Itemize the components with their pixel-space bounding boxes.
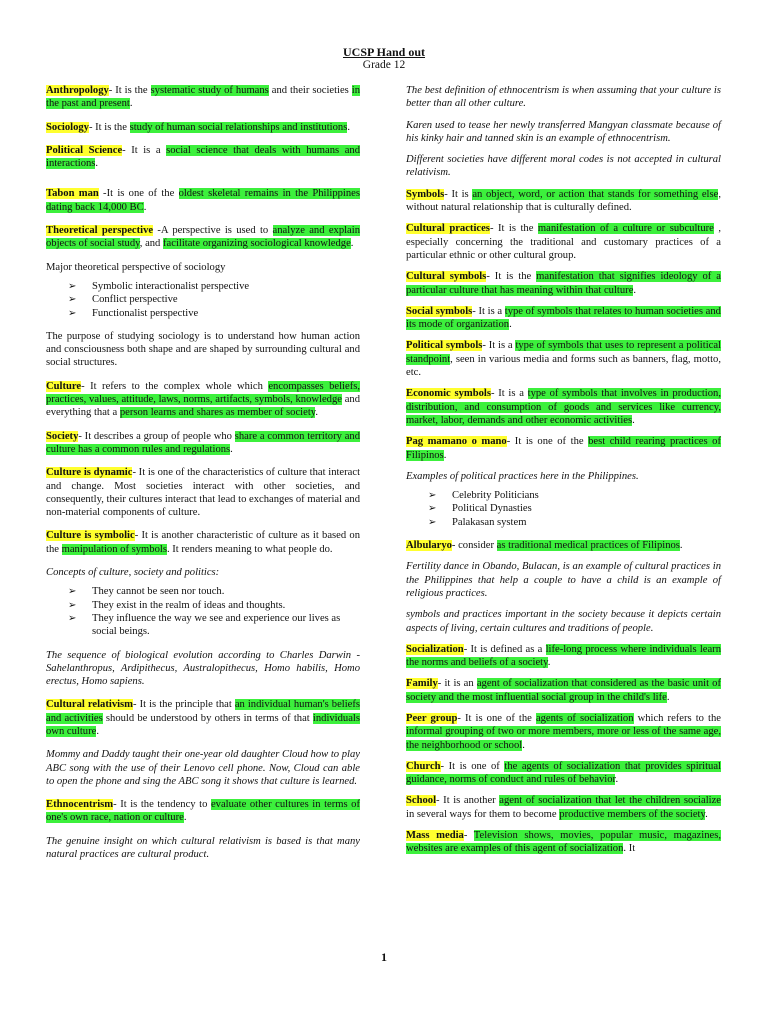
concepts-list <box>46 585 360 638</box>
major-perspectives-heading: Major theoretical perspective of sociology <box>46 261 226 273</box>
def-cultural-relativism: Cultural relativism- It is the principle that an individual human's beliefs and activities should be understood by others in terms of that individuals own culture. <box>46 699 361 737</box>
def-family: Family- it is an agent of socialization that considered as the basic unit of society and the most influential social group in the child's life. <box>406 678 721 703</box>
fertility-paragraph: Fertility dance in Obando, Bulacan, is an example of cultural practices in the Philippines that help a couple to have a child is an example of religious practices. <box>406 561 721 599</box>
def-school: School- It is another agent of socialization that let the children socialize in several ways for them to become productive members of the society. <box>406 795 721 820</box>
list-item: ➢ Palakasan system <box>428 516 721 529</box>
list-item: ➢ Symbolic interactionalist perspective <box>68 280 360 293</box>
left-column <box>46 84 360 871</box>
list-item: ➢ They exist in the realm of ideas and thoughts. <box>68 599 360 612</box>
def-anthropology: Anthropology- It is the systematic study of humans and their societies in the past and present. <box>46 85 360 110</box>
def-political-science: Political Science- It is a social science that deals with humans and interactions. <box>46 144 360 170</box>
mommy-paragraph: Mommy and Daddy taught their one-year old daughter Cloud how to play ABC song with the use of their Lenovo cell phone. Now, Cloud can able to open the phone and sing the ABC song it shows that culture is learned. <box>46 749 360 787</box>
def-social-symbols: Social symbols- It is a type of symbols that relates to human societies and its mode of organization. <box>406 305 721 331</box>
list-item: ➢ They influence the way we see and experience our lives as social beings. <box>68 612 360 639</box>
karen-paragraph: Karen used to tease her newly transferred Mangyan classmate because of his kinky hair and tanned skin is an example of ethnocentrism. <box>406 119 721 144</box>
def-sociology: Sociology- It is the study of human social relationships and institutions. <box>46 121 350 133</box>
def-culture-dynamic: Culture is dynamic- It is one of the characteristics of culture that interact and change. Most societies interact with other societies, and consequently, their cultures interact that lead to exchanges of material and non-material components of culture. <box>46 467 361 519</box>
genuine-paragraph: The genuine insight on which cultural relativism is based is that many natural practices are cultural product. <box>46 835 360 861</box>
def-socialization: Socialization- It is defined as a life-long process where individuals learn the norms and beliefs of a society. <box>406 643 722 669</box>
def-pag-mamano: Pag mamano o mano- It is one of the best child rearing practices of Filipinos. <box>406 436 721 461</box>
def-mass-media: Mass media- Television shows, movies, popular music, magazines, websites are examples of this agent of socialization. It <box>406 830 721 855</box>
examples-list <box>406 489 721 529</box>
def-political-symbols: Political symbols- It is a type of symbols that uses to represent a political standpoint, seen in various media and forms such as banners, flag, motto, etc. <box>406 340 721 379</box>
different-societies-paragraph: Different societies have different moral codes is not accepted in cultural relativism. <box>406 154 721 179</box>
best-definition-paragraph: The best definition of ethnocentrism is when assuming that your culture is better than all other culture. <box>406 85 721 110</box>
def-tabon-man: Tabon man -It is one of the oldest skeletal remains in the Philippines dating back 14,000 BC. <box>46 188 360 213</box>
list-item: ➢ They cannot be seen nor touch. <box>68 585 360 598</box>
grade-level: Grade 12 <box>362 59 406 71</box>
def-society: Society- It describes a group of people who share a common territory and culture has a common rules and regulations. <box>46 430 360 455</box>
list-item: ➢ Conflict perspective <box>68 293 360 306</box>
darwin-paragraph: The sequence of biological evolution according to Charles Darwin - Sahelanthropus, Ardipithecus, Australopithecus, Homo habilis, Homo erectus, Homo sapiens. <box>46 649 360 688</box>
def-ethnocentrism: Ethnocentrism- It is the tendency to evaluate other cultures in terms of one's own race, nation or culture. <box>46 799 361 824</box>
def-cultural-symbols: Cultural symbols- It is the manifestation that signifies ideology of a particular culture that has meaning within that culture. <box>406 271 721 296</box>
page-number: 1 <box>381 950 387 964</box>
list-item: ➢ Functionalist perspective <box>68 307 360 320</box>
def-culture-symbolic: Culture is symbolic- It is another characteristic of culture as it based on the manipulation of symbols. It renders meaning to what people do. <box>46 530 360 555</box>
document-title: UCSP Hand out <box>342 45 426 59</box>
def-peer-group: Peer group- It is one of the agents of socialization which refers to the informal grouping of two or more members, more or less of the same age, the neighborhood or school. <box>406 712 721 751</box>
symbols-practices-paragraph: symbols and practices important in the society because it depicts certain aspects of living, certain cultures and traditions of people. <box>406 609 721 634</box>
list-item: ➢ Political Dynasties <box>428 502 721 515</box>
def-cultural-practices: Cultural practices- It is the manifestation of a culture or subculture , especially concerning the traditional and customary practices of a particular ethnic or other cultural group. <box>406 223 722 261</box>
concepts-heading: Concepts of culture, society and politics: <box>46 567 220 579</box>
def-theoretical-perspective: Theoretical perspective -A perspective is used to analyze and explain objects of social study, and facilitate organizing sociological knowledge. <box>46 225 360 250</box>
def-church: Church- It is one of the agents of socialization that provides spiritual guidance, norms of conduct and rules of behavior. <box>406 760 721 786</box>
examples-heading: Examples of political practices here in the Philippines. <box>406 470 639 482</box>
def-albularyo: Albularyo- consider as traditional medical practices of Filipinos. <box>406 540 683 552</box>
right-column <box>406 84 721 864</box>
def-symbols: Symbols- It is an object, word, or action that stands for something else, without natural relationship that is culturally defined. <box>406 188 721 214</box>
def-economic-symbols: Economic symbols- It is a type of symbols that involves in production, distribution, and consumption of goods and services like currency, market, labor, demands and other economic activities. <box>406 388 721 426</box>
purpose-paragraph: The purpose of studying sociology is to understand how human action and consciousness both shape and are shaped by surrounding cultural and social structures. <box>46 330 360 369</box>
list-item: ➢ Celebrity Politicians <box>428 489 721 502</box>
perspectives-list <box>46 280 360 320</box>
def-culture: Culture- It refers to the complex whole which encompasses beliefs, practices, values, attitude, laws, norms, artifacts, symbols, knowledge and everything that a person learns and shares as member of society. <box>46 380 360 419</box>
